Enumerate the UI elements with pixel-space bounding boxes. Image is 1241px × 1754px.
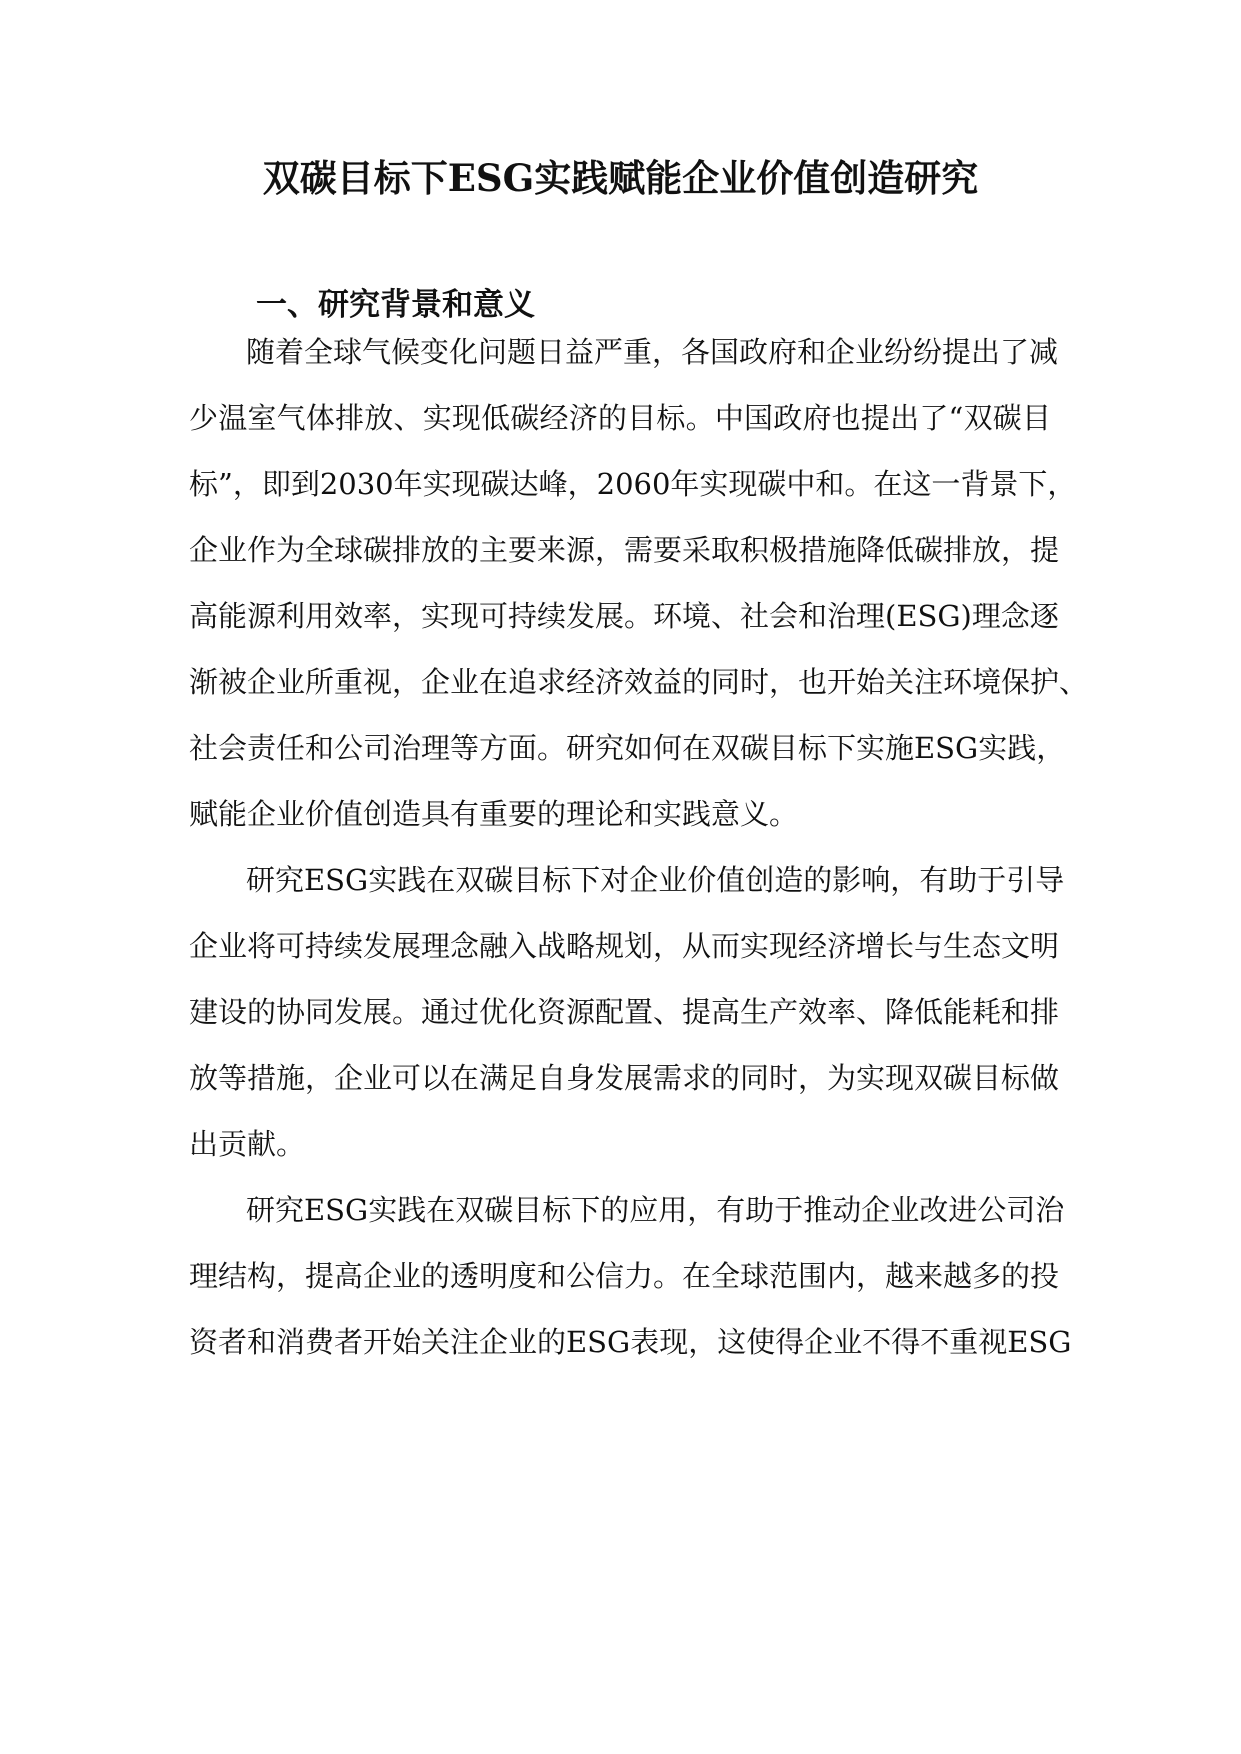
document-title: 双碳目标下ESG实践赋能企业价值创造研究	[262, 156, 979, 200]
paragraph-2-line-4: 放等措施，企业可以在满足自身发展需求的同时，为实现双碳目标做	[189, 1061, 1060, 1095]
paragraph-2-line-5: 出贡献。	[189, 1127, 306, 1161]
paragraph-2-line-1: 研究ESG实践在双碳目标下对企业价值创造的影响，有助于引导	[246, 863, 1065, 897]
paragraph-1-line-3: 标”，即到2030年实现碳达峰，2060年实现碳中和。在这一背景下，	[189, 467, 1077, 501]
paragraph-1-line-1: 随着全球气候变化问题日益严重，各国政府和企业纷纷提出了减	[246, 335, 1059, 369]
paragraph-2-line-3: 建设的协同发展。通过优化资源配置、提高生产效率、降低能耗和排	[189, 995, 1060, 1029]
paragraph-3-line-3: 资者和消费者开始关注企业的ESG表现，这使得企业不得不重视ESG	[189, 1325, 1072, 1359]
paragraph-1-line-8: 赋能企业价值创造具有重要的理论和实践意义。	[189, 797, 799, 831]
paragraph-1-line-7: 社会责任和公司治理等方面。研究如何在双碳目标下实施ESG实践，	[189, 731, 1066, 765]
paragraph-2-line-2: 企业将可持续发展理念融入战略规划，从而实现经济增长与生态文明	[189, 929, 1060, 963]
paragraph-1-line-2: 少温室气体排放、实现低碳经济的目标。中国政府也提出了“双碳目	[189, 401, 1051, 435]
paragraph-1-line-6: 渐被企业所重视，企业在追求经济效益的同时，也开始关注环境保护、	[189, 665, 1089, 699]
section-heading: 一、研究背景和意义	[256, 287, 535, 323]
paragraph-1-line-5: 高能源利用效率，实现可持续发展。环境、社会和治理(ESG)理念逐	[189, 599, 1059, 633]
paragraph-1-line-4: 企业作为全球碳排放的主要来源，需要采取积极措施降低碳排放，提	[189, 533, 1060, 567]
paragraph-3-line-2: 理结构，提高企业的透明度和公信力。在全球范围内，越来越多的投	[189, 1259, 1060, 1293]
paragraph-3-line-1: 研究ESG实践在双碳目标下的应用，有助于推动企业改进公司治	[246, 1193, 1065, 1227]
